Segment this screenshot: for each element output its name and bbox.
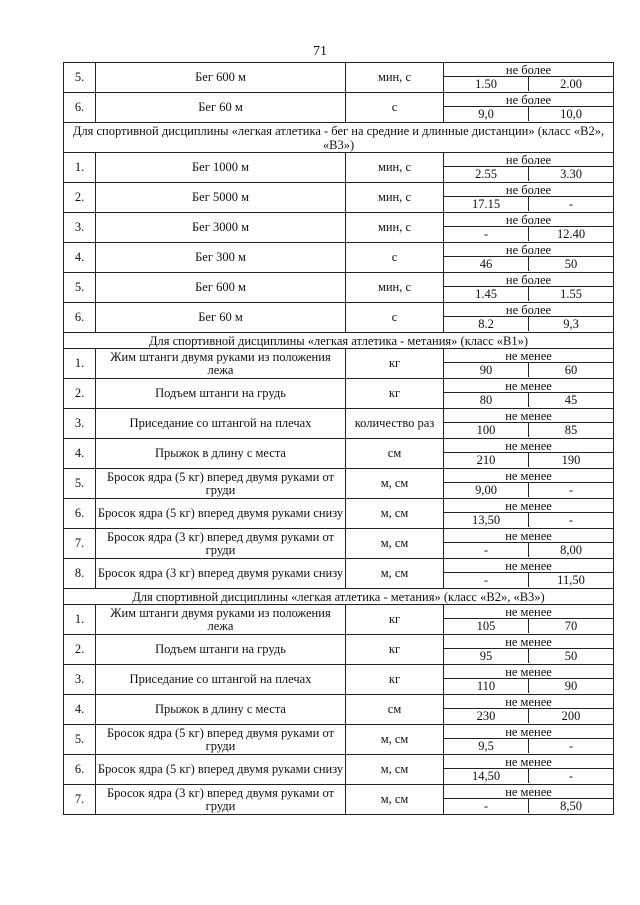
norm-values	[444, 93, 614, 123]
row-number: 3.	[64, 213, 96, 243]
norm-values	[444, 439, 614, 469]
table-row	[64, 469, 614, 499]
row-number: 1.	[64, 153, 96, 183]
norm-value-2: 9,3	[528, 317, 613, 331]
norm-value-2: 85	[528, 423, 613, 437]
row-number: 6.	[64, 499, 96, 529]
norm-values	[444, 273, 614, 303]
row-number: 4.	[64, 695, 96, 725]
limit-label: не менее	[505, 499, 552, 513]
limit-label: не более	[505, 243, 552, 257]
unit: м, см	[346, 725, 444, 755]
row-number: 4.	[64, 439, 96, 469]
test-name: Прыжок в длину с места	[96, 695, 346, 725]
table-row	[64, 409, 614, 439]
norm-value-2: -	[528, 483, 613, 497]
table-row	[64, 755, 614, 785]
norm-value-2: 50	[528, 649, 613, 663]
test-name: Бег 300 м	[96, 243, 346, 273]
unit: м, см	[346, 499, 444, 529]
table-row	[64, 439, 614, 469]
norm-value-2: 1.55	[528, 287, 613, 301]
table-row	[64, 379, 614, 409]
norm-value-1: 2.55	[475, 167, 497, 181]
norm-value-1: 13,50	[471, 513, 501, 527]
limit-label: не менее	[505, 665, 552, 679]
unit: мин, с	[346, 63, 444, 93]
unit: кг	[346, 665, 444, 695]
norm-value-2: -	[528, 197, 613, 211]
norm-value-2: 90	[528, 679, 613, 693]
norm-value-2: 190	[528, 453, 613, 467]
standards-table	[63, 62, 614, 815]
norm-values	[444, 409, 614, 439]
norm-value-1: 14,50	[471, 769, 501, 783]
norm-values	[444, 695, 614, 725]
limit-label: не более	[505, 213, 552, 227]
unit: кг	[346, 635, 444, 665]
limit-label: не менее	[505, 559, 552, 573]
norm-values	[444, 725, 614, 755]
norm-value-1: 210	[476, 453, 496, 467]
table-row	[64, 303, 614, 333]
page-number: 71	[313, 44, 327, 59]
norm-values	[444, 665, 614, 695]
row-number: 1.	[64, 349, 96, 379]
norm-values	[444, 379, 614, 409]
unit: кг	[346, 349, 444, 379]
row-number: 6.	[64, 755, 96, 785]
norm-value-1: 9,5	[478, 739, 494, 753]
norm-value-1: 110	[476, 679, 496, 693]
norm-value-1: 9,00	[475, 483, 497, 497]
limit-label: не более	[505, 93, 552, 107]
norm-values	[444, 303, 614, 333]
norm-value-2: 50	[528, 257, 613, 271]
row-number: 6.	[64, 93, 96, 123]
limit-label: не менее	[505, 785, 552, 799]
row-number: 5.	[64, 469, 96, 499]
norm-value-1: 80	[479, 393, 493, 407]
test-name: Приседание со штангой на плечах	[96, 665, 346, 695]
limit-label: не более	[505, 153, 552, 167]
unit: кг	[346, 379, 444, 409]
test-name: Бег 600 м	[96, 273, 346, 303]
norm-value-1: 1.50	[475, 77, 497, 91]
norm-value-2: 3.30	[528, 167, 613, 181]
unit: мин, с	[346, 183, 444, 213]
unit: мин, с	[346, 213, 444, 243]
test-name: Жим штанги двумя руками из положения лежа	[96, 605, 346, 635]
norm-value-2: 10,0	[528, 107, 613, 121]
norm-values	[444, 183, 614, 213]
norm-value-1: 100	[476, 423, 496, 437]
row-number: 3.	[64, 409, 96, 439]
norm-values	[444, 785, 614, 815]
row-number: 2.	[64, 635, 96, 665]
norm-values	[444, 635, 614, 665]
table-row	[64, 559, 614, 589]
test-name: Бросок ядра (5 кг) вперед двумя руками от груди	[96, 469, 346, 499]
test-name: Бросок ядра (3 кг) вперед двумя руками от груди	[96, 529, 346, 559]
section-header-row	[64, 123, 614, 153]
test-name: Прыжок в длину с места	[96, 439, 346, 469]
unit: м, см	[346, 559, 444, 589]
norm-values	[444, 755, 614, 785]
row-number: 1.	[64, 605, 96, 635]
norm-values	[444, 605, 614, 635]
norm-value-1: -	[483, 573, 489, 587]
limit-label: не менее	[505, 755, 552, 769]
norm-value-2: 11,50	[528, 573, 613, 587]
limit-label: не менее	[505, 635, 552, 649]
unit: с	[346, 93, 444, 123]
limit-label: не менее	[505, 529, 552, 543]
norm-value-1: -	[483, 799, 489, 813]
norm-value-2: -	[528, 769, 613, 783]
limit-label: не менее	[505, 379, 552, 393]
test-name: Бросок ядра (5 кг) вперед двумя руками от груди	[96, 725, 346, 755]
row-number: 5.	[64, 63, 96, 93]
limit-label: не менее	[505, 725, 552, 739]
table-row	[64, 785, 614, 815]
limit-label: не менее	[505, 469, 552, 483]
norm-values	[444, 243, 614, 273]
table-row	[64, 695, 614, 725]
limit-label: не менее	[505, 409, 552, 423]
norm-value-1: 1.45	[475, 287, 497, 301]
unit: см	[346, 695, 444, 725]
norm-values	[444, 529, 614, 559]
table-row	[64, 213, 614, 243]
norm-value-1: -	[483, 543, 489, 557]
norm-value-2: 45	[528, 393, 613, 407]
limit-label: не более	[505, 183, 552, 197]
test-name: Подъем штанги на грудь	[96, 635, 346, 665]
table-row	[64, 635, 614, 665]
limit-label: не менее	[505, 439, 552, 453]
unit: м, см	[346, 529, 444, 559]
unit: см	[346, 439, 444, 469]
unit: м, см	[346, 755, 444, 785]
section-title: Для спортивной дисциплины «легкая атлетика - метания» (класс «B2», «B3»)	[64, 589, 614, 605]
norm-value-1: 95	[479, 649, 493, 663]
norm-value-2: 70	[528, 619, 613, 633]
norm-value-1: 17.15	[471, 197, 501, 211]
limit-label: не менее	[505, 695, 552, 709]
test-name: Жим штанги двумя руками из положения лежа	[96, 349, 346, 379]
unit: мин, с	[346, 273, 444, 303]
limit-label: не более	[505, 303, 552, 317]
row-number: 7.	[64, 529, 96, 559]
table-row	[64, 665, 614, 695]
unit: количество раз	[346, 409, 444, 439]
test-name: Бросок ядра (5 кг) вперед двумя руками снизу	[96, 755, 346, 785]
table-row	[64, 349, 614, 379]
section-header-row	[64, 333, 614, 349]
unit: мин, с	[346, 153, 444, 183]
limit-label: не менее	[505, 605, 552, 619]
row-number: 5.	[64, 273, 96, 303]
norm-value-1: 230	[476, 709, 496, 723]
table-row	[64, 183, 614, 213]
test-name: Бег 60 м	[96, 303, 346, 333]
row-number: 2.	[64, 379, 96, 409]
norm-value-2: 60	[528, 363, 613, 377]
table-row	[64, 605, 614, 635]
norm-value-1: 9,0	[478, 107, 494, 121]
row-number: 4.	[64, 243, 96, 273]
limit-label: не менее	[505, 349, 552, 363]
norm-values	[444, 499, 614, 529]
norm-value-2: 8,00	[528, 543, 613, 557]
norm-values	[444, 153, 614, 183]
table-row	[64, 529, 614, 559]
norm-value-1: 90	[479, 363, 493, 377]
table-row	[64, 63, 614, 93]
table-row	[64, 273, 614, 303]
table-row	[64, 153, 614, 183]
unit: кг	[346, 605, 444, 635]
unit: м, см	[346, 469, 444, 499]
row-number: 7.	[64, 785, 96, 815]
norm-values	[444, 213, 614, 243]
section-title: Для спортивной дисциплины «легкая атлетика - метания» (класс «B1»)	[64, 333, 614, 349]
section-title: Для спортивной дисциплины «легкая атлетика - бег на средние и длинные дистанции» (класс «B2», «B3»)	[64, 123, 614, 153]
unit: с	[346, 243, 444, 273]
norm-value-1: 105	[476, 619, 496, 633]
row-number: 3.	[64, 665, 96, 695]
test-name: Подъем штанги на грудь	[96, 379, 346, 409]
section-header-row	[64, 589, 614, 605]
norm-value-2: 200	[528, 709, 613, 723]
row-number: 8.	[64, 559, 96, 589]
test-name: Бег 600 м	[96, 63, 346, 93]
test-name: Бег 3000 м	[96, 213, 346, 243]
test-name: Бег 1000 м	[96, 153, 346, 183]
unit: м, см	[346, 785, 444, 815]
norm-values	[444, 469, 614, 499]
norm-value-2: -	[528, 739, 613, 753]
norm-value-1: 46	[479, 257, 493, 271]
limit-label: не более	[505, 63, 552, 77]
norm-value-2: 8,50	[528, 799, 613, 813]
table-row	[64, 243, 614, 273]
test-name: Приседание со штангой на плечах	[96, 409, 346, 439]
unit: с	[346, 303, 444, 333]
test-name: Бег 5000 м	[96, 183, 346, 213]
test-name: Бросок ядра (3 кг) вперед двумя руками от груди	[96, 785, 346, 815]
norm-value-1: -	[483, 227, 489, 241]
norm-value-2: 12.40	[528, 227, 613, 241]
norm-value-2: 2.00	[528, 77, 613, 91]
row-number: 6.	[64, 303, 96, 333]
norm-values	[444, 349, 614, 379]
norm-values	[444, 559, 614, 589]
table-row	[64, 93, 614, 123]
test-name: Бег 60 м	[96, 93, 346, 123]
test-name: Бросок ядра (5 кг) вперед двумя руками снизу	[96, 499, 346, 529]
limit-label: не более	[505, 273, 552, 287]
table-row	[64, 725, 614, 755]
norm-value-1: 8.2	[478, 317, 494, 331]
row-number: 2.	[64, 183, 96, 213]
test-name: Бросок ядра (3 кг) вперед двумя руками снизу	[96, 559, 346, 589]
norm-values	[444, 63, 614, 93]
table-row	[64, 499, 614, 529]
norm-value-2: -	[528, 513, 613, 527]
row-number: 5.	[64, 725, 96, 755]
